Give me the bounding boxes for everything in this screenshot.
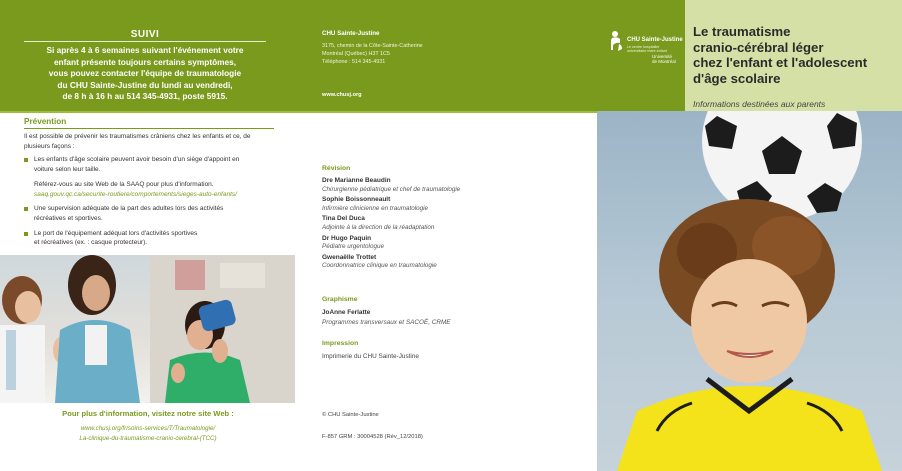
saaq-link[interactable]: saaq.gouv.qc.ca/securite-routiere/comportements/sieges-auto-enfants/ — [34, 190, 237, 198]
logo-mark-icon — [610, 30, 624, 52]
copyright: © CHU Sainte-Justine — [322, 412, 379, 418]
graphisme-role: Programmes transversaux et SACOÉ, CRME — [322, 319, 451, 326]
cover-photo — [597, 111, 902, 471]
family-photo — [0, 255, 295, 403]
cover-title-panel — [685, 0, 902, 111]
suivi-text — [24, 45, 266, 103]
graphisme-heading: Graphisme — [322, 296, 358, 303]
prevention-list — [24, 155, 274, 250]
prevention-rule — [24, 128, 274, 129]
org-address — [322, 42, 423, 67]
banner-divider — [0, 111, 685, 113]
reviewer-role: Coordonnatrice clinique en traumatologie — [322, 262, 437, 270]
reviewer-role: Pédiatre urgentologue — [322, 243, 384, 251]
address-line: Montréal (Québec) H3T 1C5 — [322, 51, 390, 58]
suivi-line: de 8 h à 16 h au 514 345-4931, poste 5915. — [62, 91, 228, 102]
phone-line: Téléphone : 514 345-4931 — [322, 59, 386, 66]
list-item: Une supervision adéquate de la part des adultes lors des activités récréatives et sportives. — [24, 204, 274, 223]
suivi-line: du CHU Sainte-Justine du lundi au vendredi, — [57, 79, 233, 90]
list-item: Les enfants d'âge scolaire peuvent avoir besoin d'un siège d'appoint en voiture selon leur taille. Référez-vous au site Web de la SAAQ pour plus d'information. saaq.gouv.qc.ca/securite-routiere/comportements/sieges-auto-enfants/ — [24, 155, 274, 199]
reviewer-name: Tina Del Duca — [322, 215, 365, 223]
graphisme-name: JoAnne Ferlatte — [322, 309, 371, 316]
reviewer-name: Gwenaëlle Trottet — [322, 253, 377, 261]
cover-subtitle: Informations destinées aux parents — [693, 99, 826, 109]
revision-list — [322, 177, 552, 273]
bullet-icon — [24, 158, 28, 162]
impression-heading: Impression — [322, 340, 359, 347]
reviewer-role: Infirmière clinicienne en traumatologie — [322, 204, 429, 212]
org-name: CHU Sainte-Justine — [322, 30, 380, 37]
document-reference: F-857 GRM : 30004528 (Rév_12/2018) — [322, 434, 423, 440]
link-line[interactable]: www.chusj.org/fr/soins-services/T/Traumatologie/ — [80, 425, 216, 432]
impression-text: Imprimerie du CHU Sainte-Justine — [322, 353, 419, 360]
reviewer-name: Sophie Boissonneault — [322, 196, 391, 204]
prevention-intro: Il est possible de prévenir les traumatismes crâniens chez les enfants et ce, de plusieurs façons : — [24, 133, 251, 150]
saaq-reference: Référez-vous au site Web de la SAAQ pour plus d'information. — [34, 181, 214, 189]
reviewer-role: Adjointe à la direction de la réadaptation — [322, 223, 435, 231]
suivi-line: vous pouvez contacter l'équipe de traumatologie — [48, 68, 242, 79]
address-line: 3175, chemin de la Côte-Sainte-Catherine — [322, 43, 423, 49]
website-link[interactable]: www.chusj.org — [322, 92, 362, 98]
link-line[interactable]: La-clinique-du-traumatisme-cranio-cerebral-(TCC) — [79, 434, 217, 442]
family-photo-illustration — [0, 255, 295, 403]
revision-heading: Révision — [322, 165, 351, 172]
suivi-line: Si après 4 à 6 semaines suivant l'événement votre — [46, 45, 244, 55]
bullet-icon — [24, 207, 28, 211]
suivi-heading: SUIVI — [130, 29, 160, 40]
boy-soccer-illustration — [597, 111, 902, 471]
logo-name: CHU Sainte-Justine — [627, 37, 683, 43]
list-item: Le port de l'équipement adéquat lors d'activités sportives et récréatives (ex. : casque protecteur). — [24, 229, 274, 248]
suivi-line: enfant présente toujours certains symptômes, — [53, 56, 237, 67]
reviewer-name: Dre Marianne Beaudin — [322, 177, 391, 184]
chu-logo — [610, 30, 682, 70]
bullet-icon — [24, 232, 28, 236]
university-logo: Université de Montréal — [652, 54, 676, 64]
logo-tagline: Le centre hospitalier universitaire mère-enfant — [627, 45, 667, 54]
reviewer-role: Chirurgienne pédiatrique et chef de traumatologie — [322, 185, 461, 193]
prevention-heading: Prévention — [24, 117, 67, 126]
cover-title: Le traumatisme cranio-cérébral léger chez l'enfant et l'adolescent d'âge scolaire — [693, 24, 868, 86]
suivi-rule — [24, 41, 266, 42]
more-info-heading: Pour plus d'information, visitez notre site Web : — [62, 409, 234, 418]
reviewer-name: Dr Hugo Paquin — [322, 234, 372, 242]
more-info-link[interactable] — [24, 424, 272, 443]
